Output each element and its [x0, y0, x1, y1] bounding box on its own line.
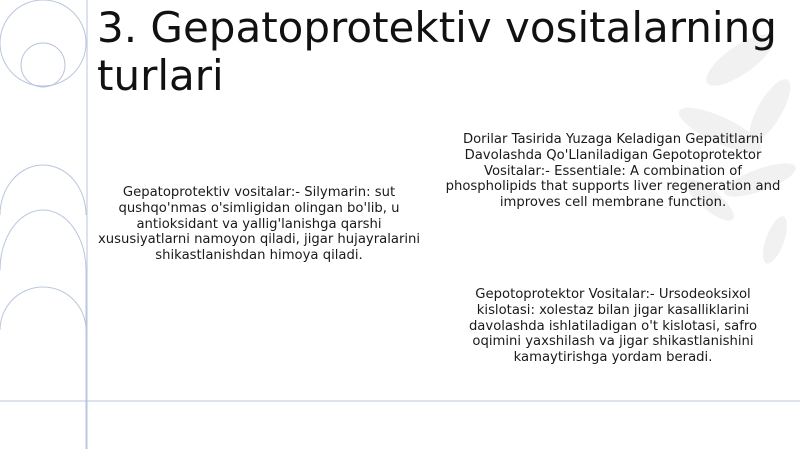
- slide-title: 3. Gepatoprotektiv vositalarning turlari: [97, 3, 777, 100]
- arch-inner: [0, 287, 86, 330]
- text-block-ursodeoxycholic: Gepotoprotektor Vositalar:- Ursodeoksixol kislotasi: xolestaz bilan jigar kasalliklarini davolashda ishlatiladigan o't kislotasi, safro oqimini yaxshilash va jigar shikastlanishini kamaytirishga yordam beradi.: [468, 287, 758, 366]
- arch-outer: [0, 210, 86, 449]
- small-circle: [21, 43, 65, 87]
- arch-top: [0, 165, 86, 215]
- text-block-silymarin: Gepatoprotektiv vositalar:- Silymarin: sut qushqo'nmas o'simligidan olingan bo'lib, u antioksidant va yallig'lanishga qarshi xususiyatlarni namoyon qiladi, jigar hujayralarini shikastlanishdan himoya qiladi.: [97, 185, 421, 264]
- text-block-essentiale: Dorilar Tasirida Yuzaga Keladigan Gepatitlarni Davolashda Qo'Llaniladigan Gepotoprotektor Vositalar:- Essentiale: A combination of phospholipids that supports liver regeneration and improves cell membrane function.: [445, 132, 781, 211]
